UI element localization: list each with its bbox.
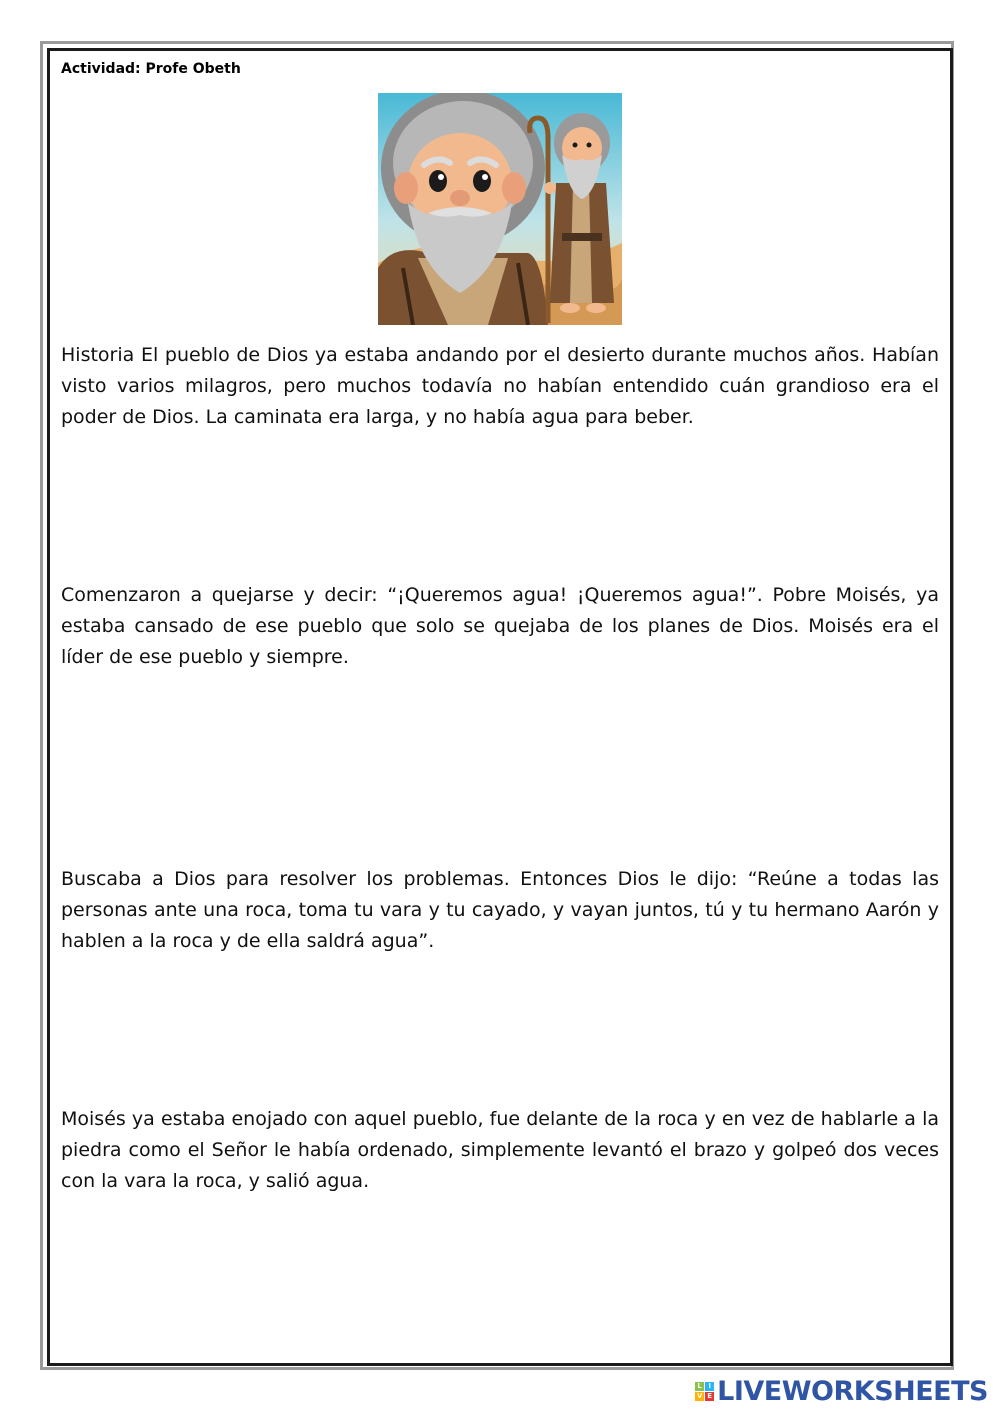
moses-cartoon-icon (378, 93, 622, 325)
story-paragraph-2: Comenzaron a quejarse y decir: “¡Queremos agua! ¡Queremos agua!”. Pobre Moisés, ya estaba cansado de ese pueblo que solo se quejaba de los planes de Dios. Moisés era el líder de ese pueblo y siempre. (61, 584, 939, 668)
activity-header: Actividad: Profe Obeth (61, 61, 241, 77)
story-paragraph-3: Buscaba a Dios para resolver los problemas. Entonces Dios le dijo: “Reúne a todas las personas ante una roca, toma tu vara y tu cayado, y vayan juntos, tú y tu hermano Aarón y hablen a la roca y de ella saldrá agua”. (61, 868, 939, 952)
logo-letter-v: V (696, 1392, 703, 1400)
liveworksheets-brand-text: LIVEWORKSHEETS (717, 1376, 988, 1407)
liveworksheets-logo (695, 1376, 988, 1407)
logo-letter-l: L (695, 1382, 704, 1391)
story-paragraph-4: Moisés ya estaba enojado con aquel pueblo, fue delante de la roca y en vez de hablarle a la piedra como el Señor le había ordenado, simplemente levantó el brazo y golpeó dos veces con la vara la roca, y salió agua. (61, 1108, 939, 1192)
liveworksheets-logo-icon (695, 1382, 714, 1401)
story-paragraph-1: Historia El pueblo de Dios ya estaba andando por el desierto durante muchos años. Habían visto varios milagros, pero muchos todavía no habían entendido cuán grandioso era el poder de Dios. La caminata era larga, y no había agua para beber. (61, 344, 939, 428)
logo-letter-i: I (705, 1382, 714, 1391)
logo-letter-e: E (705, 1392, 714, 1401)
moses-illustration (378, 93, 622, 325)
